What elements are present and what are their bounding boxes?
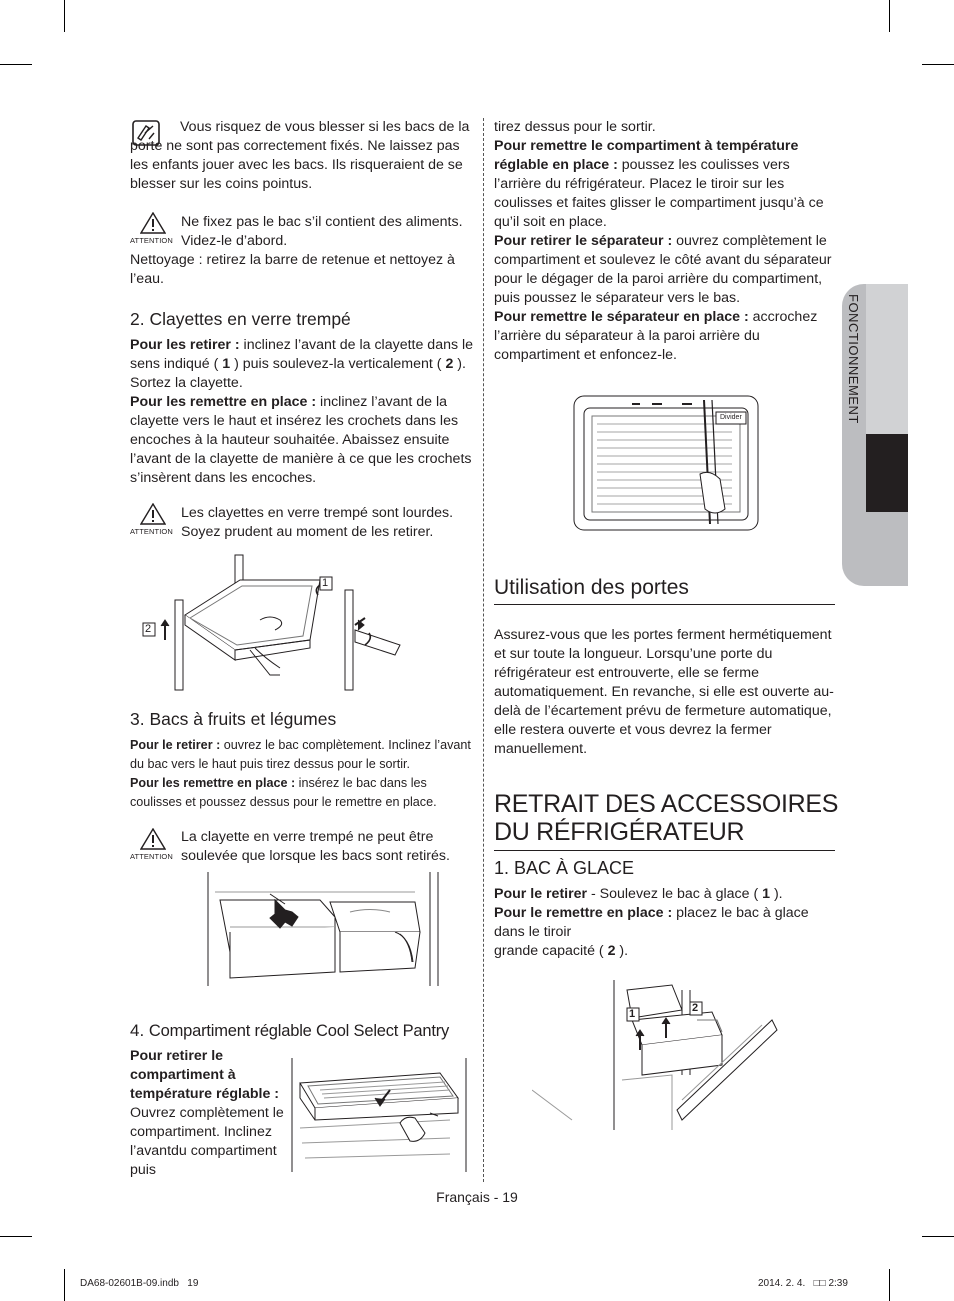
- chapter-title-line-1: RETRAIT DES ACCESSOIRES: [494, 790, 839, 818]
- replace-instruction: Pour les remettre en place : insérez le bac dans les coulisses et poussez dessus pour le remettre en place.: [130, 776, 437, 809]
- note-text: Vous risquez de vous blesser si les bacs de la porte ne sont pas correctement fixés. Ne laissez pas les enfants jouer avec les bacs. Ils risqueraient de se blesser sur les coins pointus.: [130, 119, 470, 192]
- page-number: Français - 19: [436, 1189, 518, 1205]
- remove-instruction: Pour le retirer : ouvrez le bac complètement. Inclinez l’avant du bac vers le haut puis tirez dessus pour le sortir.: [130, 738, 471, 771]
- warning-text-wrap: [181, 504, 475, 542]
- pantry-instruction: Ouvrez complètement le compartiment. Inclinez l’avantdu compartiment puis: [130, 1105, 284, 1178]
- remove-instruction: Pour les retirer : inclinez l’avant de la clayette dans le sens indiqué ( 1 ) puis soulevez-la verticalement ( 2 ). Sortez la clayette.: [130, 337, 474, 391]
- section-rule: [494, 604, 835, 605]
- section-rule: [494, 850, 835, 851]
- shelf-removal-figure: [140, 550, 410, 695]
- doors-text: Assurez-vous que les portes ferment hermétiquement et sur toute la longueur. Lorsqu’une porte du réfrigérateur est entrouverte, elle se ferme automatiquement. En revanche, si elle est ouverte au-delà de l’écartement prévu de fermeture automatique, elle restera ouverte et vous devrez la fermer manuellement.: [494, 627, 834, 757]
- warning-text: Ne fixez pas le bac s’il contient des aliments. Videz-le d’abord.: [181, 214, 463, 249]
- warning-icon: [140, 212, 166, 239]
- warning-label: ATTENTION: [130, 852, 173, 861]
- warning-label: ATTENTION: [130, 527, 173, 536]
- paragraph: Pour retirer le séparateur : ouvrez complètement le compartiment et soulevez le côté avant du séparateur pour le dégager de la paroi arrière du compartiment, puis poussez le séparateur vers le bas.: [494, 233, 832, 306]
- column-divider: [483, 118, 484, 1182]
- replace-instruction: Pour le remettre en place : placez le bac à glace dans le tiroir: [494, 905, 809, 940]
- callout-label-1: 1: [629, 1008, 636, 1020]
- chapter-title: [494, 790, 838, 846]
- ice-bin-figure: [532, 980, 780, 1130]
- crisper-figure: [200, 872, 442, 986]
- remove-instruction: Pour le retirer - Soulevez le bac à glace ( 1 ).: [494, 886, 783, 902]
- paragraph: Pour remettre le compartiment à température réglable en place : poussez les coulisses vers l’arrière du réfrigérateur. Placez le tiroir sur les coulisses et faites glisser le compartiment jusqu’à ce qu’il soit en place.: [494, 138, 824, 230]
- section-shelves: [130, 308, 474, 488]
- section-title: Compartiment réglable Cool Select Pantry: [148, 1022, 450, 1040]
- section-number: 4.: [130, 1021, 145, 1040]
- warning-text-wrap: [181, 828, 475, 866]
- warning-icon: [140, 503, 166, 530]
- section-pantry: [130, 1047, 285, 1180]
- side-tab-active: [866, 434, 908, 512]
- crop-mark: [889, 0, 890, 32]
- replace-instruction: Pour les remettre en place : inclinez l’avant de la clayette vers le haut et insérez les crochets dans les encoches à la hauteur souhaitée. Abaissez ensuite l’avant de la clayette de manière à ce que les crochets s’insèrent dans les encoches.: [130, 394, 472, 486]
- paragraph: Pour remettre le séparateur en place : accrochez l’arrière du séparateur à la paroi arrière du compartiment et enfoncez-le.: [494, 309, 818, 363]
- callout-label-2: 2: [692, 1002, 699, 1014]
- warning-text: Les clayettes en verre trempé sont lourdes. Soyez prudent au moment de les retirer.: [181, 505, 454, 540]
- chapter-title-line-2: DU RÉFRIGÉRATEUR: [494, 818, 745, 846]
- crop-mark: [0, 64, 32, 65]
- crop-mark: [922, 1236, 954, 1237]
- warning-icon: [140, 828, 166, 855]
- pantry-figure: [290, 1058, 468, 1172]
- section-title: 2. Clayettes en verre trempé: [130, 309, 351, 329]
- section-title: 3. Bacs à fruits et légumes: [130, 709, 337, 729]
- side-tab-label: FONCTIONNEMENT: [846, 294, 861, 424]
- callout-label-1: 1: [322, 577, 329, 589]
- crop-mark: [64, 0, 65, 32]
- doors-text-wrap: [494, 626, 836, 759]
- side-tab-panel: [866, 284, 908, 434]
- section-title-wrap: [130, 1020, 449, 1042]
- note-text-wrap: [130, 118, 470, 194]
- section-ice-bin: [494, 857, 836, 961]
- callout-label-2: 2: [145, 623, 152, 635]
- paragraph: tirez dessus pour le sortir.: [494, 119, 656, 135]
- cleaning-wrap: [130, 251, 470, 289]
- divider-callout: Divider: [720, 414, 742, 421]
- section-crispers: [130, 708, 474, 812]
- crop-mark: [922, 64, 954, 65]
- crop-mark: [64, 1269, 65, 1301]
- section-title: Utilisation des portes: [494, 576, 689, 599]
- pantry-instruction-title: Pour retirer le compartiment à température réglable :: [130, 1048, 280, 1102]
- crop-mark: [0, 1236, 32, 1237]
- side-tab-panel: [866, 512, 908, 586]
- footer-file: DA68-02601B-09.indb 19: [80, 1278, 199, 1289]
- right-column-text: [494, 118, 836, 365]
- warning-text-wrap: [181, 213, 471, 251]
- crop-mark: [889, 1269, 890, 1301]
- cleaning-text: Nettoyage : retirez la barre de retenue et nettoyez à l’eau.: [130, 252, 455, 287]
- footer-date: 2014. 2. 4. □□ 2:39: [758, 1278, 848, 1289]
- replace-instruction-cont: grande capacité ( 2 ).: [494, 943, 629, 959]
- section-title: 1. BAC À GLACE: [494, 858, 635, 878]
- divider-figure: [572, 394, 760, 532]
- warning-label: ATTENTION: [130, 236, 173, 245]
- warning-text: La clayette en verre trempé ne peut être soulevée que lorsque les bacs sont retirés.: [181, 829, 450, 864]
